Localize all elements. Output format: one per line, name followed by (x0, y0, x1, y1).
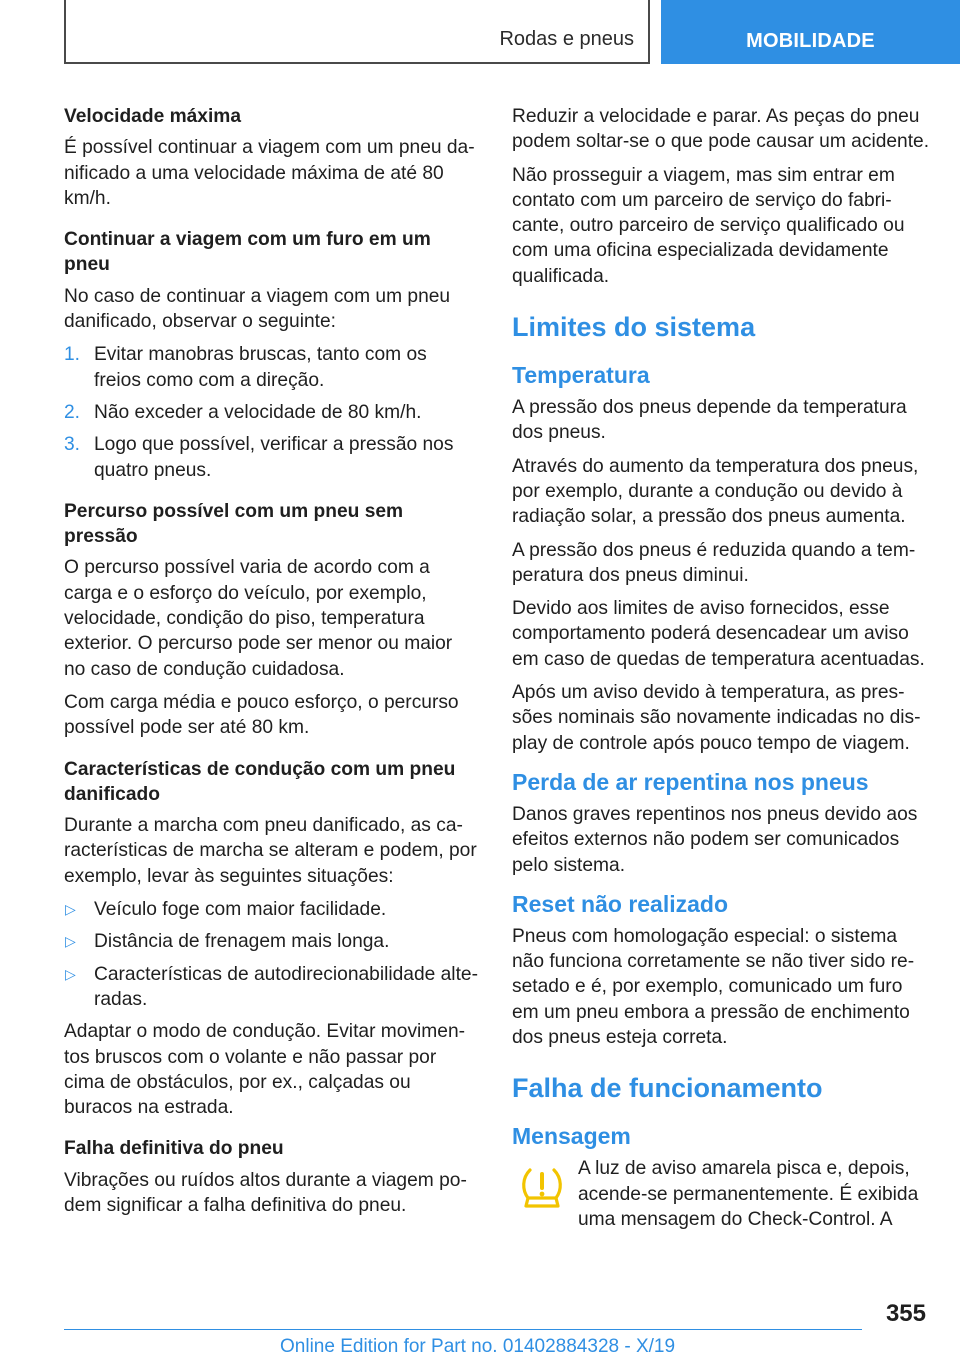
paragraph-reset-not-performed: Pneus com homologação especial: o sistema não funciona corretamente se não tiver sido resetado e é, por exemplo, comunicado um furo em um pneu embora a pressão de enchimento dos pneus esteja correta. (512, 925, 915, 1049)
list-item-text: Logo que possível, verificar a pressão nos quatro pneus. (94, 434, 454, 481)
list-number: 2. (64, 401, 81, 423)
left-column (64, 104, 478, 1226)
heading-continue-journey: Continuar a viagem com um furo em um pneu (64, 229, 431, 276)
list-item (64, 929, 478, 954)
list-item-text: Evitar manobras bruscas, tanto com os freios como com a direção. (94, 344, 427, 391)
heading-max-speed: Velocidade máxima (64, 106, 242, 127)
paragraph-temperature-3: A pressão dos pneus é reduzida quando a temperatura dos pneus diminui. (512, 539, 916, 586)
header-chapter-tab[interactable] (661, 0, 960, 64)
paragraph-temperature-1: A pressão dos pneus depende da temperatura dos pneus. (512, 397, 907, 444)
paragraph-max-speed: É possível continuar a viagem com um pneu danificado a uma velocidade máxima de até 80 km/h. (64, 137, 475, 209)
heading-temperature: Temperatura (512, 362, 650, 389)
list-item (64, 962, 478, 1013)
message-block (512, 1156, 930, 1232)
list-item-text: Características de autodirecionabilidade alteradas. (94, 963, 478, 1010)
triangle-bullet-icon: ▷ (65, 965, 76, 982)
heading-driving-characteristics: Características de condução com um pneu danificado (64, 758, 456, 805)
numbered-list (64, 342, 478, 482)
paragraph-message: A luz de aviso amarela pisca e, depois, acende-se permanentemente. É exibida uma mensagem do Check-Control. A (578, 1158, 919, 1230)
heading-sudden-air-loss: Perda de ar repentina nos pneus (512, 768, 869, 795)
heading-malfunction: Falha de funcionamento (512, 1073, 823, 1104)
page-number: 355 (885, 1300, 926, 1327)
list-item (64, 342, 478, 393)
footer-edition: Online Edition for Part no. 01402884328 - X/19 (280, 1336, 676, 1357)
bullet-list (64, 897, 478, 1012)
paragraph-temperature-4: Devido aos limites de aviso fornecidos, esse comportamento poderá desencadear um aviso em caso de quedas de temperatura acentuadas. (512, 598, 925, 670)
paragraph-temperature-2: Através do aumento da temperatura dos pneus, por exemplo, durante a condução ou devido à radiação solar, a pressão dos pneus aumenta. (512, 455, 919, 528)
header-section-title: Rodas e pneus (499, 28, 634, 50)
footer-divider (64, 1329, 862, 1330)
list-item-text: Distância de frenagem mais longa. (94, 931, 390, 953)
paragraph-temperature-5: Após um aviso devido à temperatura, as pressões nominais são novamente indicadas no display de controle após pouco tempo de viagem. (512, 682, 921, 754)
right-column (512, 104, 930, 1232)
paragraph-driving-characteristics: Durante a marcha com pneu danificado, as características de marcha se alteram e podem, por exemplo, levar às seguintes situações: (64, 815, 477, 887)
heading-system-limits: Limites do sistema (512, 312, 756, 343)
list-number: 3. (64, 434, 81, 456)
header-chapter-label: MOBILIDADE (746, 30, 875, 52)
heading-message: Mensagem (512, 1123, 631, 1150)
triangle-bullet-icon: ▷ (65, 933, 76, 950)
paragraph-sudden-air-loss: Danos graves repentinos nos pneus devido aos efeitos externos não podem ser comunicados pelo sistema. (512, 803, 918, 876)
list-item-text: Não exceder a velocidade de 80 km/h. (94, 401, 422, 423)
heading-tire-failure: Falha definitiva do pneu (64, 1138, 284, 1160)
paragraph-contact-service: Não prosseguir a viagem, mas sim entrar em contato com um parceiro de serviço do fabricante, outro parceiro de serviço qualificado ou com uma oficina especializada devidamente qualificada. (512, 164, 905, 287)
tire-pressure-warning-icon (518, 1164, 566, 1212)
paragraph-possible-range-1: O percurso possível varia de acordo com a carga e o esforço do veículo, por exemplo, velocidade, condição do piso, temperatura exterior. O percurso pode ser menor ou maior no caso de condução cuidadosa. (64, 557, 453, 680)
list-item-text: Veículo foge com maior facilidade. (94, 899, 387, 921)
list-number: 1. (64, 344, 81, 366)
paragraph-adapt-driving: Adaptar o modo de condução. Evitar movimentos bruscos com o volante e não passar por cima de obstáculos, por ex., calçadas ou buracos na estrada. (64, 1021, 466, 1119)
list-item (64, 432, 478, 483)
paragraph-reduce-speed: Reduzir a velocidade e parar. As peças do pneu podem soltar-se o que pode causar um acidente. (512, 106, 930, 153)
heading-possible-range: Percurso possível com um pneu sem pressão (64, 500, 404, 548)
heading-reset-not-performed: Reset não realizado (512, 890, 729, 917)
triangle-bullet-icon: ▷ (65, 901, 76, 918)
list-item (64, 897, 478, 922)
paragraph-continue-journey: No caso de continuar a viagem com um pneu danificado, observar o seguinte: (64, 285, 451, 333)
paragraph-possible-range-2: Com carga média e pouco esforço, o percurso possível pode ser até 80 km. (64, 691, 459, 739)
paragraph-tire-failure: Vibrações ou ruídos altos durante a viagem podem significar a falha definitiva do pneu. (64, 1169, 467, 1216)
list-item (64, 400, 478, 425)
